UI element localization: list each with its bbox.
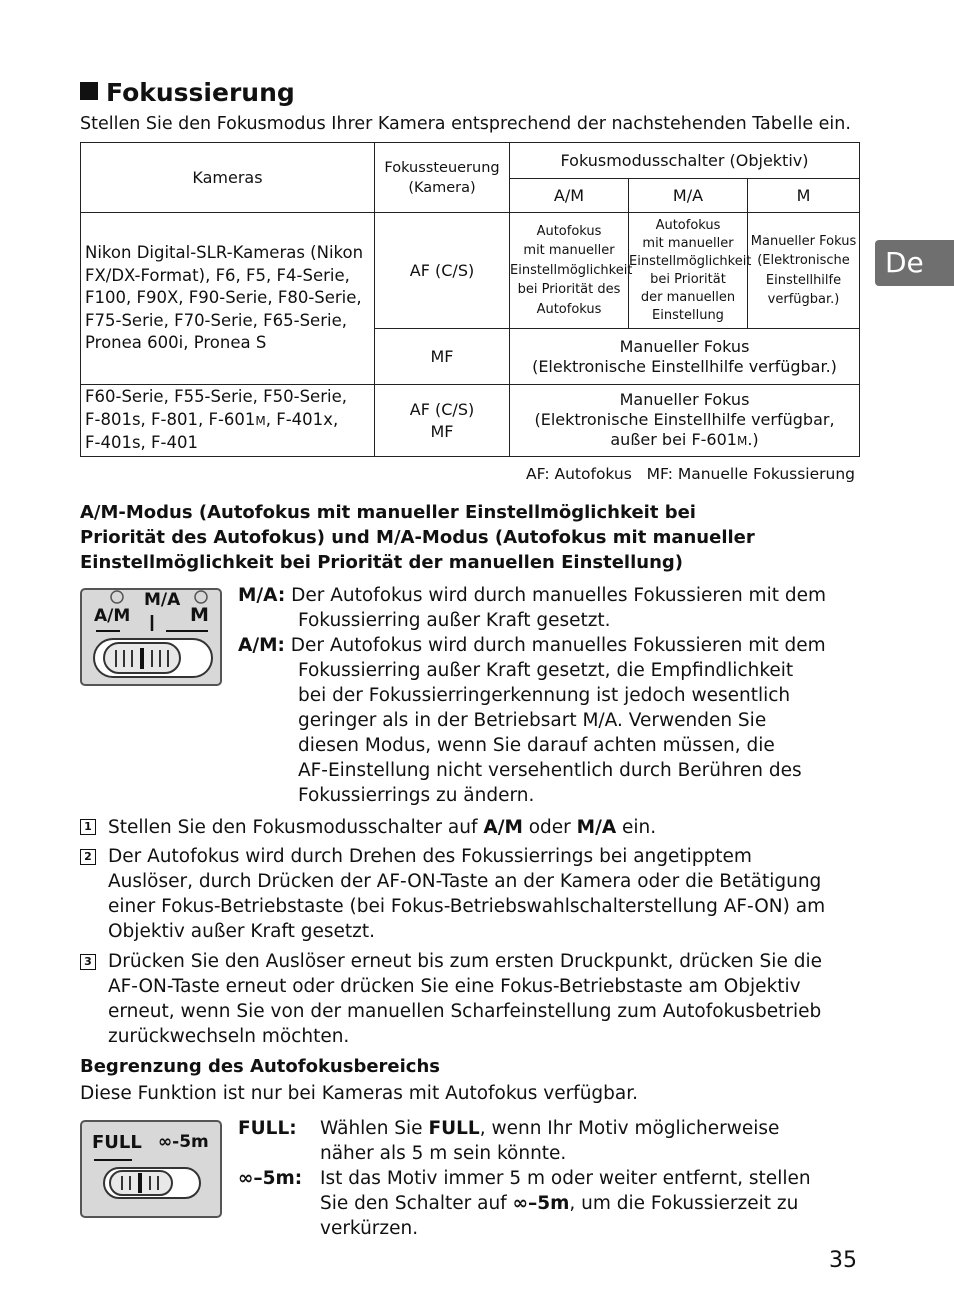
page-number: 35: [829, 1248, 857, 1273]
limit-descriptions: FULL: Wählen Sie FULL, wenn Ihr Motiv möglicherweise näher als 5 m sein könnte. ∞–5m: Ist das Motiv immer 5 m oder weiter entfernt, stellen Sie den Schalter auf ∞–5m, um die Fokussierzeit zu verkürzen.: [238, 1118, 811, 1239]
step-number: 3: [80, 954, 96, 970]
inf-label: ∞–5m:: [238, 1168, 303, 1189]
row2-control: MF: [375, 329, 510, 385]
row3-control: AF (C/S) MF: [375, 385, 510, 457]
switch-am-label: A/M: [94, 606, 131, 626]
header-focus-switch: Fokusmodusschalter (Objektiv): [510, 143, 860, 179]
row3-cameras: F60-Serie, F55-Serie, F50-Serie, F-801s, F-801, F-601M, F-401x, F-401s, F-401: [81, 385, 375, 457]
header-cameras: Kameras: [81, 143, 375, 213]
row3-value: Manueller Fokus (Elektronische Einstellhilfe verfügbar, außer bei F-601M.): [510, 385, 860, 457]
switch-ma-label: M/A: [144, 590, 181, 610]
row1-cameras: Nikon Digital-SLR-Kameras (Nikon FX/DX-Format), F6, F5, F4-Serie, F100, F90X, F90-Serie, F80-Serie, F75-Serie, F70-Serie, F65-Serie, Pronea 600i, Pronea S: [81, 213, 375, 385]
full-label: FULL:: [238, 1118, 297, 1139]
ma-label: M/A:: [238, 585, 286, 606]
limit-title: Begrenzung des Autofokusbereichs: [80, 1056, 440, 1077]
row1-ma-value: Autofokus mit manueller Einstellmöglichkeit bei Priorität der manuellen Einstellung: [629, 213, 748, 329]
am-descriptions: M/A: Der Autofokus wird durch manuelles Fokussieren mit dem Fokussierring außer Kraft gesetzt. A/M: Der Autofokus wird durch manuelles Fokussieren mit dem Fokussierring außer Kraft gesetzt, die Empfindlichkeit bei der Fokussierringerkennung ist jedoch wesentlich geringer als in der Betriebsart M/A. Verwenden Sie diesen Modus, wenn Sie darauf achten müssen, die AF-Einstellung nicht versehentlich durch Berühren des Fokussierrings zu ändern.: [238, 585, 826, 806]
col-ma: M/A: [629, 179, 748, 213]
col-am: A/M: [510, 179, 629, 213]
am-section-title: A/M-Modus (Autofokus mit manueller Einstellmöglichkeit bei Priorität des Autofokus) und M/A-Modus (Autofokus mit manueller Einstellmöglichkeit bei Priorität der manuellen Einstellung): [80, 502, 755, 573]
row1-m-value: Manueller Fokus (Elektronische Einstellhilfe verfügbar.): [748, 213, 860, 329]
switch-m-label: M: [190, 604, 209, 626]
step-number: 1: [80, 819, 96, 835]
focus-mode-table: [80, 142, 860, 457]
table-note: AF: Autofokus MF: Manuelle Fokussierung: [526, 465, 855, 483]
switch-full-label: FULL: [92, 1132, 142, 1153]
language-tab: De: [875, 240, 954, 286]
am-label: A/M:: [238, 635, 285, 656]
step-number: 2: [80, 849, 96, 865]
section-title: Fokussierung: [80, 78, 295, 107]
row1-am-value: Autofokus mit manueller Einstellmöglichkeit bei Priorität des Autofokus: [510, 213, 629, 329]
header-focus-control: Fokussteuerung (Kamera): [375, 143, 510, 213]
intro-text: Stellen Sie den Fokusmodus Ihrer Kamera entsprechend der nachstehenden Tabelle ein.: [80, 114, 851, 134]
square-bullet-icon: [80, 82, 98, 100]
row1-control: AF (C/S): [375, 213, 510, 329]
switch-inf-label: ∞-5m: [158, 1132, 209, 1152]
limit-switch-illustration: [80, 1120, 222, 1218]
row2-value: Manueller Fokus (Elektronische Einstellhilfe verfügbar.): [510, 329, 860, 385]
am-switch-illustration: [80, 588, 222, 686]
col-m: M: [748, 179, 860, 213]
limit-text: Diese Funktion ist nur bei Kameras mit Autofokus verfügbar.: [80, 1083, 639, 1104]
